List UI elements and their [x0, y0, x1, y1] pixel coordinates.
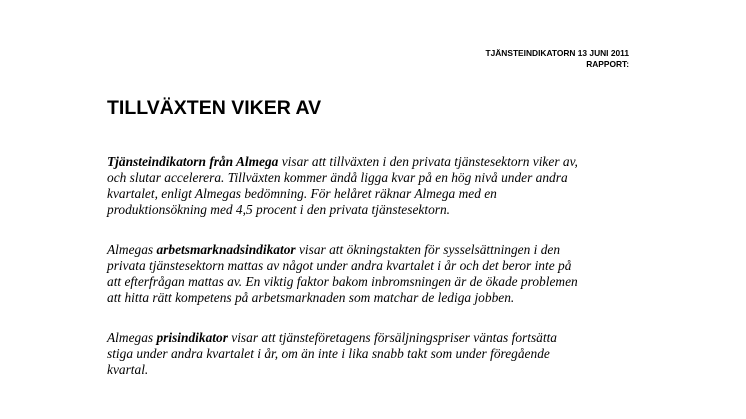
line-prefix: Almegas [107, 242, 157, 257]
paragraph-line: och slutar accelerera. Tillväxten kommer ändå ligga kvar på en hög nivå under andra [107, 170, 568, 186]
paragraph-line: kvartal. [107, 362, 149, 378]
line-text: visar att tillväxten i den privata tjänstesektorn viker av, [278, 154, 578, 169]
paragraph-line [107, 242, 667, 258]
bold-term: arbetsmarknadsindikator [156, 242, 296, 257]
paragraph-line: privata tjänstesektorn mattas av något under andra kvartalet i år och det beror inte på [107, 258, 572, 274]
paragraph-tjansteindikator [107, 154, 667, 218]
paragraph-line: produktionsökning med 4,5 procent i den privata tjänstesektorn. [107, 202, 451, 218]
paragraph-line [107, 154, 667, 170]
report-date-line: TJÄNSTEINDIKATORN 13 JUNI 2011 [485, 48, 629, 58]
line-text: visar att tjänsteföretagens försäljningspriser väntas fortsätta [227, 330, 557, 345]
paragraph-line: stiga under andra kvartalet i år, om än inte i lika snabb takt som under föregående [107, 346, 550, 362]
paragraph-prisindikator [107, 330, 667, 378]
bold-lead: Tjänsteindikatorn från Almega [107, 154, 279, 169]
paragraph-line: att efterfrågan mattas av. En viktig faktor bakom inbromsningen är de ökade problemen [107, 274, 578, 290]
line-prefix: Almegas [107, 330, 157, 345]
report-type-line: RAPPORT: [586, 58, 629, 69]
paragraph-line: kvartalet, enligt Almegas bedömning. För helåret räknar Almega med en [107, 186, 497, 202]
paragraph-line [107, 330, 667, 346]
paragraph-line: att hitta rätt kompetens på arbetsmarknaden som matchar de lediga jobben. [107, 290, 515, 306]
page-title: TILLVÄXTEN VIKER AV [107, 97, 322, 119]
paragraph-arbetsmarknad [107, 242, 667, 306]
bold-term: prisindikator [156, 330, 228, 345]
report-header [485, 48, 629, 69]
line-text: visar att ökningstakten för sysselsättningen i den [295, 242, 561, 257]
